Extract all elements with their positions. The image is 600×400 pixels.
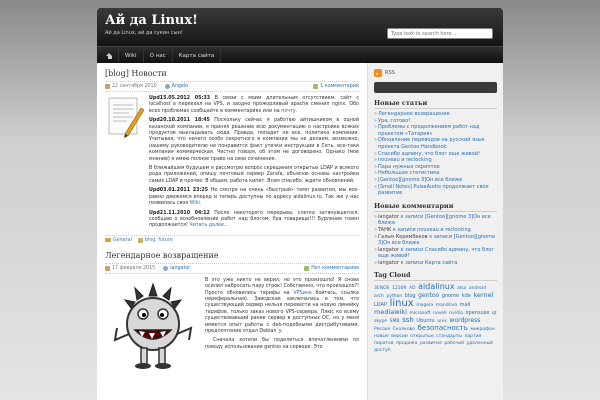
main-nav [97,47,503,64]
tag-cloud-item[interactable]: unix [437,319,447,325]
post-title[interactable]: Легендарное возвращение [105,250,219,260]
tag-cloud-item[interactable]: kernel [473,291,494,300]
calendar-icon [105,84,110,89]
site-header [97,8,503,46]
tag-cloud [374,283,497,354]
tag-cloud-item[interactable]: mandriva [435,303,458,309]
search-input[interactable] [387,28,493,39]
tag-icon [138,238,143,243]
list-item[interactable]: » nouveau и reclocking [374,157,497,164]
list-item[interactable]: » [Gentoo][gnome 3]Он все ближе [374,177,497,184]
post-date: 22 сентября 2010 [112,84,157,89]
read-more-link[interactable]: Читать далее... [189,223,229,229]
widget-title: Новые статьи [374,99,497,109]
post-text [149,96,359,233]
tag-cloud-item[interactable]: microsoft [409,311,431,317]
post-body [105,278,359,374]
post-comments-wrap [313,84,359,89]
comment-author: langator [378,259,399,266]
monster-illustration-icon [105,278,201,374]
paragraph-text: В связи с моим длительным отсутствием, сайт с localhost`а переехал на VPS, и заодно прожорливый apache сменил nginx. Обо всех проблемах сообщайте в комментариях или на [149,96,359,114]
page-wrapper [97,8,503,400]
tag-cloud-item[interactable]: Ubuntu [416,318,435,325]
tag-cloud-item[interactable]: alsa [457,286,467,292]
post-paragraph [149,166,359,185]
update-lead: Upd15.05.2012 05:33 [149,96,211,101]
list-item[interactable]: » Пара нужных скриптов [374,164,497,171]
nav-bar [97,46,503,63]
new-posts-list [374,111,497,197]
post-comments-link[interactable]: Нет комментариев [311,265,359,271]
tag-cloud-item[interactable]: novell [433,311,447,317]
sidebar-dark-bar [374,82,497,93]
widget-title: Новые комментарии [374,202,497,212]
rss-label: RSS [385,70,395,76]
comment-target[interactable]: к записи nouveau и reclocking [392,226,471,233]
list-item[interactable]: » Обновление переводов на русский язык проекта Gentoo Handbook [374,137,497,150]
tag-cloud-item[interactable]: новые версии [374,334,408,340]
list-item[interactable]: » Проблемы с продолжением работ над проектом «Татария» [374,124,497,137]
tag-cloud-item[interactable]: gnome [441,293,460,300]
comment-icon [313,84,318,89]
paragraph-text: бойтесь, ссылка нереферальная). Заводская заключалась в том, что существующий сервер нельзя перевести на новую линейку тарифов, только заказ нового VPS-сервера. Плюс ко всему существовавший ранее сервер в доступных ОС, но у меня имеется опыт работы с deb-подобными дистрибутивами, предпочтение отдал Debian`у. [205,290,359,334]
site-description: Ай да Linux, ай да сукин сын! [105,30,183,36]
post-paragraph [149,118,359,163]
post-text [205,278,359,374]
nav-item-sitemap[interactable]: Карта сайта [173,47,222,64]
tag-cloud-item[interactable]: LDAP [374,302,387,309]
post-paragraph [149,188,359,207]
post-title[interactable]: [blog] Новости [105,69,167,78]
post-date: 17 февраля 2015 [112,265,156,271]
comment-author: langator [378,246,399,253]
tag-cloud-item[interactable]: nvidia [449,311,463,317]
tag-cloud-item[interactable]: gentoo [418,292,440,300]
main-content [97,63,367,400]
post-author[interactable]: Angelo [171,84,189,89]
tag-cloud-item[interactable]: mediawiki [374,308,407,317]
paragraph-text: Поскольку сейчас я работаю айтишником в одной казанской компании, я принял решение всю документацию о настройке всяких продуктов выкладывать сюда. Правда, попадет не все, политика компании. Учитывая, что ничего особо секретного в компании мы не делаем, возможно, нашему руководителю не понравится факт утечки инструкции в Сеть, все-таки компания коммерческая. Честно говоря, об этом не договорено. Однако (мое мнение) я имею полное право на свои сочинения. [149,118,359,162]
tag-cloud-item[interactable]: aidalinux [418,282,455,292]
comment-author: TAHK [378,226,392,233]
comment-author: Гальм Керимбеков [378,233,428,240]
list-item[interactable]: » Легендарное возвращение [374,111,497,118]
paragraph-text: После некоторого перерыва, слегка затянувшегося, сообщаю о возобновлении работ над блогом. Ура товарищи!!! Бурление говен продолжается! [149,210,359,229]
comment-target[interactable]: к записи [Gentoo][gnome 3]Он все ближе [378,233,496,247]
post-tags[interactable]: blog, future [144,237,173,243]
nav-home-button[interactable] [101,47,119,64]
wiki-link[interactable]: Wiki. [189,201,202,207]
user-icon [163,266,168,271]
tag-cloud-item[interactable]: безопасность [417,324,468,333]
tag-cloud-item[interactable]: qt [492,311,497,317]
tag-cloud-item[interactable]: рабочий удаленный доступ [374,341,494,354]
comment-icon [304,266,309,271]
comment-target[interactable]: к записи [Gentoo][gnome 3]Он все ближе [378,213,491,227]
post-author-wrap [163,266,190,271]
new-comments-list [374,214,497,267]
post-category[interactable]: General [113,237,132,243]
post-paragraph [205,338,359,351]
tag-cloud-item[interactable]: продажа [396,341,418,347]
tag-cloud-item[interactable]: arch [374,294,384,300]
rss-icon [374,69,382,77]
site-title[interactable]: Ай да Linux! [105,13,198,28]
list-item[interactable]: » Небольшая статистика [374,170,497,177]
post [105,251,359,374]
list-item[interactable] [374,234,497,247]
tag-cloud-item[interactable]: blog [404,293,416,300]
folder-icon [105,238,111,242]
comment-target[interactable]: к записи Спасибо админу, что блог еще живой! [378,246,494,260]
comment-target[interactable]: к записи Карта сайта [400,259,458,266]
tag-cloud-item[interactable]: wordpress [449,317,481,325]
tag-cloud-item[interactable]: mail [459,302,471,309]
post-meta [105,263,359,274]
post-body [105,96,359,233]
post-paragraph [205,278,359,336]
rss-link[interactable] [374,69,497,77]
tag-cloud-widget [374,271,497,354]
paragraph-text: Сначала хотели бы поделиться впечатлениями по поводу использования gentoo на сервере. Это [205,338,359,350]
list-item[interactable]: » Ура, готово! [374,118,497,125]
calendar-icon [105,266,110,271]
tag-cloud-item[interactable]: развитие [419,341,442,347]
tag-cloud-item[interactable]: kde [461,293,471,300]
tag-cloud-item[interactable]: android [468,286,486,292]
tag-cloud-item[interactable]: микрофон [470,327,495,333]
tag-cloud-item[interactable]: Россия [374,327,391,333]
new-posts-widget [374,99,497,197]
user-icon [165,84,170,89]
post-paragraph [149,96,359,115]
document-pen-icon [105,96,145,140]
post [105,69,359,245]
update-lead: Upd03.01.2011 23:25 [149,188,209,194]
widget-title: Tag Cloud [374,271,497,281]
update-lead: Upd20.10.2011 18:45 [149,118,210,124]
list-item[interactable]: » [Small Notes] PulseAudio продолжает свое развитие [374,184,497,197]
tag-cloud-item[interactable]: linux [389,298,414,310]
list-item[interactable]: » Спасибо админу, что блог еще живой! [374,151,497,158]
post-footer [105,235,359,245]
tag-cloud-item[interactable]: 12309 [392,286,407,292]
list-item[interactable] [374,227,497,234]
update-lead: Upd21.11.2010 04:12 [149,210,210,216]
tag-cloud-item[interactable]: mageia [416,303,434,309]
paragraph-text: В это уже никто не верил, но это произошло! Я снова осилил набросать пару строк! Собственно, что произошло?! Просто обновились тарифы на [205,277,359,296]
vps-link[interactable]: VPSине [293,290,312,296]
list-item[interactable] [374,260,497,267]
paragraph-text: В ближайшем будущем я рассмотрю вопрос скрещения открытых LDAP и всякого рода приложений, опишу почтовый сервер Zarafa, объясню основы настройки самих LDAP и прочее. В общем, работа кипит. Всем спасибо, ждите обновлений. [149,166,359,184]
list-item[interactable] [374,214,497,227]
nav-item-about[interactable]: О нас [144,47,173,64]
post-comments-wrap [304,266,359,271]
tag-cloud-item[interactable]: партия пиратов [374,334,482,347]
comment-author: langator [378,213,399,220]
tag-cloud-item[interactable]: ssh [402,316,414,325]
tag-cloud-item[interactable]: python [386,294,403,300]
post-author-wrap [165,84,189,89]
tag-cloud-item[interactable]: 3ENOS [374,286,390,292]
mail-link[interactable]: почту. [281,108,298,114]
sidebar [367,63,503,400]
tag-cloud-item[interactable]: Сколково [392,327,416,333]
nav-item-wiki[interactable]: Wiki [119,47,144,64]
tag-cloud-item[interactable]: skype [374,319,388,325]
tag-cloud-item[interactable]: AO [409,286,416,292]
new-comments-widget [374,202,497,267]
post-comments-link[interactable]: 1 комментарий [320,84,359,89]
post-paragraph [149,211,359,230]
tag-cloud-item[interactable]: SMB [389,319,400,325]
list-item[interactable] [374,247,497,260]
post-author[interactable]: langator [170,265,191,271]
paragraph-text: Не смотря на очень «быстрый» темп развития, мы все-равно движемся вперед и теперь доступны по адресу aidalinux.ru. Так же у нас появилась своя [149,188,359,207]
tag-cloud-item[interactable]: opensuse [465,310,490,317]
post-meta [105,81,359,92]
tag-cloud-item[interactable]: открытые стандарты [410,334,462,340]
home-icon [106,53,113,59]
